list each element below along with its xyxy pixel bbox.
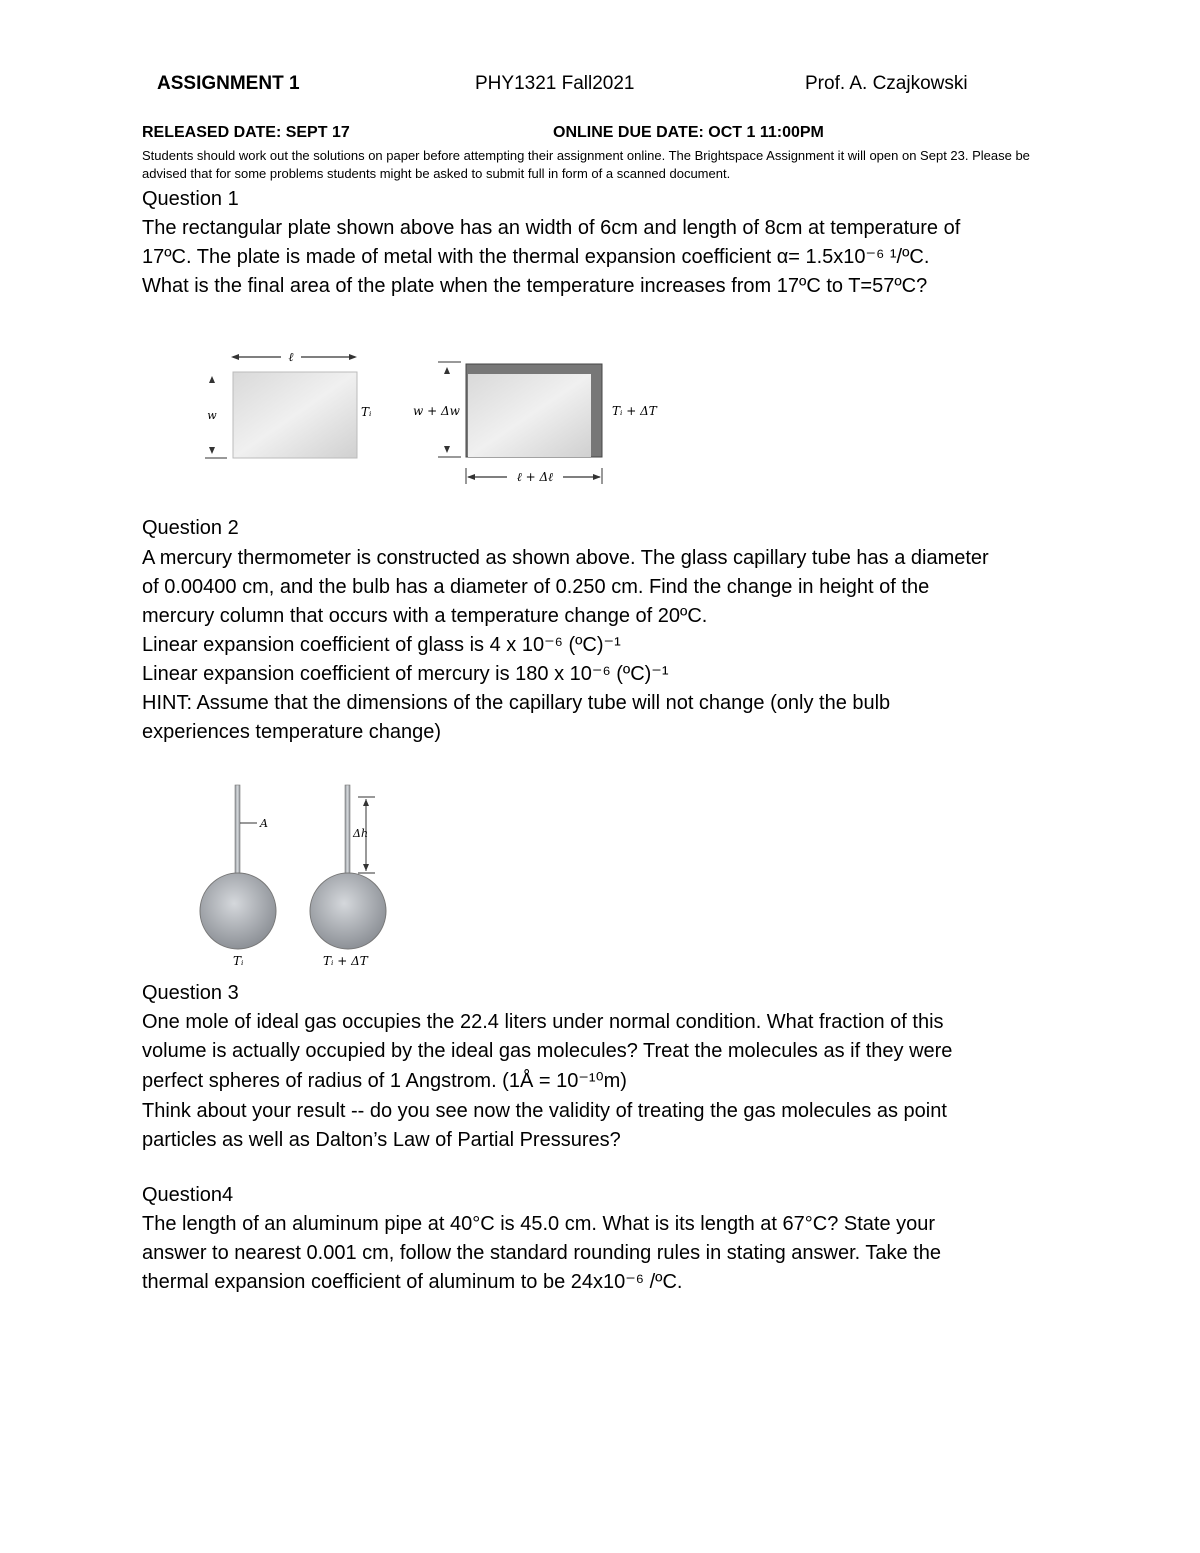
- width-label: w: [207, 409, 217, 422]
- expanded-plate: [468, 374, 591, 457]
- capillary-tube-final: [345, 785, 350, 877]
- height-change-label: Δh: [353, 827, 369, 840]
- professor-label: Prof. A. Czajkowski: [805, 73, 968, 94]
- question-2-title: Question 2: [142, 517, 239, 539]
- q1-line-2: 17ºC. The plate is made of metal with the thermal expansion coefficient α= 1.5x10⁻⁶ ¹/ºC.: [142, 246, 930, 268]
- thermometer-figure: [195, 780, 395, 970]
- length-label: ℓ: [288, 350, 294, 364]
- assignment-label: ASSIGNMENT 1: [157, 73, 300, 94]
- course-label: PHY1321 Fall2021: [475, 73, 635, 94]
- question-4-title: Question4: [142, 1184, 234, 1206]
- released-date: RELEASED DATE: SEPT 17: [142, 124, 350, 141]
- area-label: A: [260, 817, 268, 830]
- q3-line-3: perfect spheres of radius of 1 Angstrom. (1Å = 10⁻¹⁰m): [142, 1070, 627, 1092]
- q1-line-1: The rectangular plate shown above has an width of 6cm and length of 8cm at temperature of: [142, 217, 961, 239]
- question-2-body: [142, 544, 1082, 747]
- q3-line-4: Think about your result -- do you see now the validity of treating the gas molecules as point: [142, 1100, 947, 1122]
- question-3-title: Question 3: [142, 982, 239, 1004]
- question-4-body: [142, 1210, 1082, 1297]
- bulb-initial: [200, 873, 276, 949]
- q4-line-2: answer to nearest 0.001 cm, follow the standard rounding rules in stating answer. Take the: [142, 1242, 941, 1264]
- q3-line-2: volume is actually occupied by the ideal gas molecules? Treat the molecules as if they were: [142, 1040, 953, 1062]
- q2-line-1: A mercury thermometer is constructed as shown above. The glass capillary tube has a diameter: [142, 547, 989, 569]
- q1-line-3: What is the final area of the plate when the temperature increases from 17ºC to T=57ºC?: [142, 275, 928, 297]
- q4-line-1: The length of an aluminum pipe at 40°C is 45.0 cm. What is its length at 67°C? State your: [142, 1213, 936, 1235]
- length-change-label: ℓ + Δℓ: [516, 470, 554, 484]
- q2-line-3: mercury column that occurs with a temperature change of 20ºC.: [142, 605, 708, 627]
- initial-plate: [233, 372, 357, 458]
- instructions-note: Students should work out the solutions on paper before attempting their assignment online. The Brightspace Assignment it will open on Sept 23. Please be advised that for some problems students might be asked to submit full in form of a scanned document.: [142, 148, 1030, 181]
- question-1-title: Question 1: [142, 188, 239, 210]
- q2-line-6: HINT: Assume that the dimensions of the capillary tube will not change (only the bulb: [142, 692, 891, 714]
- q2-line-5: Linear expansion coefficient of mercury is 180 x 10⁻⁶ (ºC)⁻¹: [142, 663, 669, 685]
- q2-line-4: Linear expansion coefficient of glass is 4 x 10⁻⁶ (ºC)⁻¹: [142, 634, 621, 656]
- plate-expansion-figure: [195, 340, 675, 490]
- bulb-final: [310, 873, 386, 949]
- final-temperature-label-2: Tᵢ + ΔT: [323, 954, 368, 968]
- question-3-body: [142, 1008, 1082, 1155]
- initial-temperature-label: Tᵢ: [361, 405, 372, 419]
- width-change-label: w + Δw: [413, 404, 460, 418]
- initial-temperature-label-2: Tᵢ: [233, 954, 244, 968]
- due-date: ONLINE DUE DATE: OCT 1 11:00PM: [553, 124, 824, 141]
- q2-line-7: experiences temperature change): [142, 721, 442, 743]
- q2-line-2: of 0.00400 cm, and the bulb has a diameter of 0.250 cm. Find the change in height of the: [142, 576, 930, 598]
- q4-line-3: thermal expansion coefficient of aluminum to be 24x10⁻⁶ /ºC.: [142, 1271, 683, 1293]
- q3-line-1: One mole of ideal gas occupies the 22.4 liters under normal condition. What fraction of this: [142, 1011, 944, 1033]
- capillary-tube-initial: [235, 785, 240, 877]
- q3-line-5: particles as well as Dalton’s Law of Partial Pressures?: [142, 1129, 621, 1151]
- question-1-body: [142, 214, 1082, 301]
- final-temperature-label: Tᵢ + ΔT: [612, 404, 657, 418]
